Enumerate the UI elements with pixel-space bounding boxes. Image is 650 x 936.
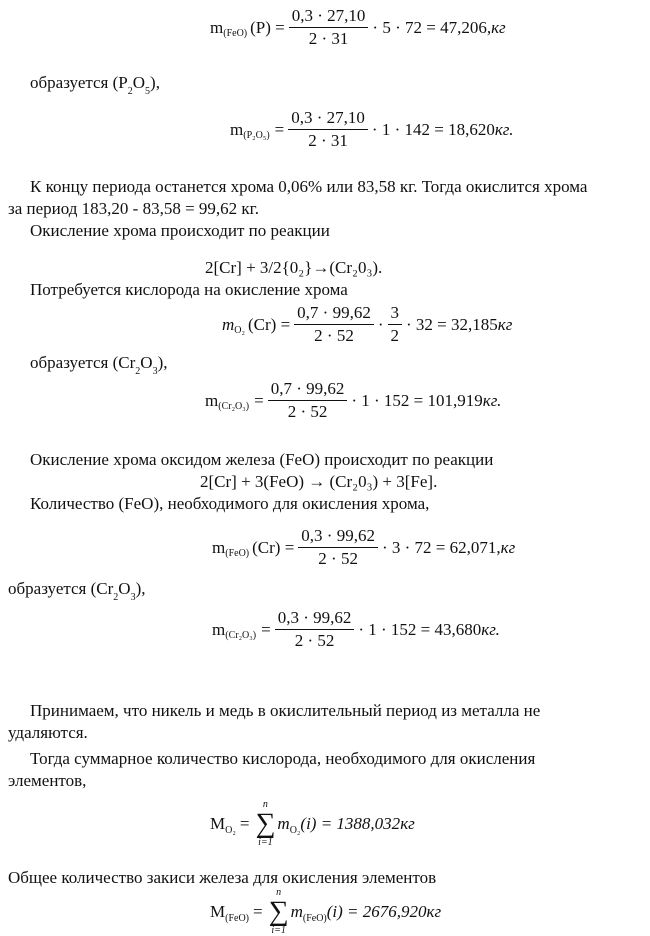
sum-symbol: n ∑ i=1: [268, 887, 289, 936]
equation-feo-phosphorus: [210, 6, 506, 49]
fraction: $\frac{0,3 \cdot 27,10}{2 \cdot 31}$: [288, 108, 368, 151]
eq-unit: кг: [491, 17, 506, 37]
equation-total-feo: M (FeO) = n ∑ i=1 m (FeO) (i) = 2676,920 кг: [210, 887, 442, 936]
eq-argument: (P) =: [250, 17, 285, 37]
paragraph-nickel-copper: Принимаем, что никель и медь в окислительный период из металла не удаляются. Тогда суммарное количество кислорода, необходимого для окисления элементов,: [8, 701, 541, 790]
sum-symbol: n ∑ i=1: [255, 799, 276, 848]
eq-result: · 5 · 72 = 47,206,: [372, 17, 492, 37]
equation-cr2o3-oxygen: m (Cr₂O₃) = $\frac{0,7 \cdot 99,62}{2 \cdot 52}$ · 1 · 152 = 101,919 кг.: [205, 379, 502, 421]
text-oxygen-needed: Потребуется кислорода на окисление хрома: [30, 280, 348, 299]
fraction: $\frac{0,7 \cdot 99,62}{2 \cdot 52}$: [268, 379, 348, 422]
text-total-feo: Общее количество закиси железа для окисления элементов: [8, 868, 437, 887]
fraction: $\frac{0,7 \cdot 99,62}{2 \cdot 52}$: [294, 303, 374, 346]
equation-p2o5: m (P₂O₅) = $\frac{0,3 \cdot 27,10}{2 \cdot 31}$ · 1 · 142 = 18,620 кг.: [230, 108, 514, 150]
fraction-numerator: 0,3 · 27,10: [289, 6, 369, 28]
equation-cr2o3-feo: m (Cr₂O₃) = $\frac{0,3 \cdot 99,62}{2 \cdot 52}$ · 1 · 152 = 43,680 кг.: [212, 608, 500, 650]
text-forms-cr2o3: образуется $(Cr_2O_3)$,: [30, 353, 168, 377]
eq-subscript: (FeO): [223, 28, 248, 39]
fraction-denominator: 2 · 31: [308, 29, 349, 48]
text-feo-oxidation: Окисление хрома оксидом железа (FeO) происходит по реакции: [30, 450, 494, 469]
fraction-small: $\frac{3}{2}$: [388, 303, 403, 346]
equation-o2-chromium: m O₂ (Cr) = $\frac{0,7 \cdot 99,62}{2 \cdot 52}$ · $\frac{3}{2}$ · 32 = 32,185 кг: [222, 303, 513, 345]
eq-symbol: m: [210, 17, 224, 37]
fraction: $\frac{0,3 \cdot 99,62}{2 \cdot 52}$: [275, 608, 355, 651]
reaction-cr-feo: 2[Cr] + 3(FeO) → (Cr₂0₃) + 3[Fe].: [200, 472, 438, 491]
fraction: $\frac{0,3 \cdot 99,62}{2 \cdot 52}$: [298, 526, 378, 569]
text-forms-p2o5: образуется $(P_2O_5)$,: [30, 73, 160, 97]
text-feo-quantity: Количество (FeO), необходимого для окисления хрома,: [30, 494, 430, 513]
paragraph-chromium-remaining: К концу периода останется хрома 0,06% или 83,58 кг. Тогда окислится хрома за период 183,20 - 83,58 = 99,62 кг. Окисление хрома происходит по реакции: [8, 177, 588, 240]
text-forms-cr2o3-second: образуется $(Cr_2O_3)$,: [8, 579, 146, 603]
fraction: [289, 6, 369, 49]
equation-feo-chromium: m (FeO) (Cr) = $\frac{0,3 \cdot 99,62}{2 \cdot 52}$ · 3 · 72 = 62,071, кг: [212, 526, 516, 568]
equation-total-oxygen: M O₂ = n ∑ i=1 m O₂ (i) = 1388,032 кг: [210, 799, 415, 848]
reaction-cr-oxygen: 2[Cr] + 3/2{0₂}→(Cr₂0₃).: [205, 258, 383, 277]
